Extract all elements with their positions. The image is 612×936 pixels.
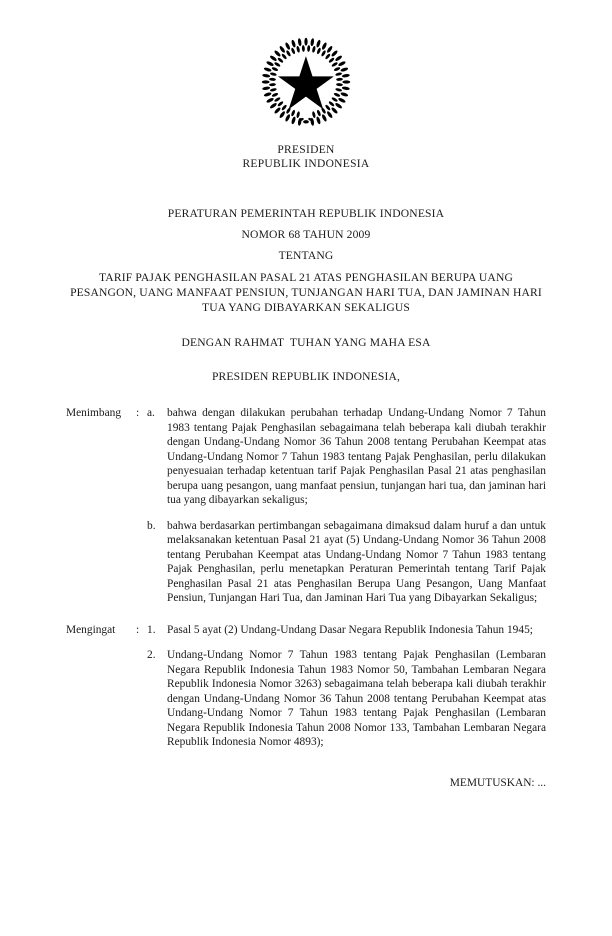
- emblem-block: [0, 0, 612, 135]
- document-title-block: [0, 203, 612, 315]
- president-heading: PRESIDEN REPUBLIK INDONESIA,: [211, 370, 401, 383]
- regulation-subject: TARIF PAJAK PENGHASILAN PASAL 21 ATAS PENGHASILAN BERUPA UANG PESANGON, UANG MANFAAT PENSIUN, TUNJANGAN HARI TUA, DAN JAMINAN HARI TUA YANG DIBAYARKAN SEKALIGUS: [70, 271, 542, 314]
- section-mengingat: [66, 623, 546, 750]
- emblem-caption: [0, 144, 612, 171]
- list-item-text: bahwa berdasarkan pertimbangan sebagaimana dimaksud dalam huruf a dan untuk melaksanakan ketentuan Pasal 21 ayat (5) Undang-Undang Nomor 36 Tahun 2008 tentang Perubahan Keempat atas Undang-Undang Nomor 7 Tahun 1983 tentang Pajak Penghasilan, perlu menetapkan Peraturan Pemerintah tentang Tarif Pajak Penghasilan Pasal 21 atas Penghasilan Berupa Uang Pesangon, Uang Manfaat Pensiun, Tunjangan Hari Tua, dan Jaminan Hari Tua yang Dibayarkan Sekaligus;: [167, 519, 546, 604]
- list-item-marker: 2.: [147, 649, 156, 661]
- clauses-container: [0, 406, 612, 750]
- list-item-text: Pasal 5 ayat (2) Undang-Undang Dasar Negara Republik Indonesia Tahun 1945;: [167, 623, 533, 636]
- indonesia-presidential-seal-icon: [258, 34, 354, 130]
- emblem-caption-line-1: PRESIDEN: [277, 144, 335, 156]
- regulation-type-line: PERATURAN PEMERINTAH REPUBLIK INDONESIA: [167, 207, 445, 220]
- section-colon-mengingat: :: [136, 623, 140, 636]
- list-item: [147, 623, 546, 638]
- list-item: [147, 648, 546, 750]
- list-item-text: Undang-Undang Nomor 7 Tahun 1983 tentang Pajak Penghasilan (Lembaran Negara Republik Indonesia Tahun 1983 Nomor 50, Tambahan Lembaran Negara Republik Indonesia Nomor 3263) sebagaimana telah beberapa kali diubah terakhir dengan Undang-Undang Nomor 36 Tahun 2008 tentang Perubahan Keempat atas Undang-Undang Nomor 7 Tahun 1983 tentang Pajak Penghasilan (Lembaran Negara Republik Indonesia Tahun 2008 Nomor 133, Tambahan Lembaran Negara Republik Indonesia Nomor 4893);: [167, 649, 546, 748]
- list-item-marker: 1.: [147, 623, 156, 636]
- emblem-caption-line-2: REPUBLIK INDONESIA: [242, 157, 370, 170]
- list-item: [147, 519, 546, 606]
- section-menimbang: [66, 406, 546, 606]
- section-items-mengingat: [147, 623, 546, 750]
- section-label-mengingat: Mengingat: [66, 623, 116, 636]
- section-colon-menimbang: :: [136, 407, 140, 419]
- continuation-note: MEMUTUSKAN: ...: [449, 776, 546, 789]
- list-item-marker: a.: [147, 407, 155, 419]
- list-item: [147, 406, 546, 508]
- list-item-marker: b.: [147, 519, 156, 532]
- divine-grace-line: DENGAN RAHMAT TUHAN YANG MAHA ESA: [181, 336, 431, 349]
- regulation-number-line: NOMOR 68 TAHUN 2009: [241, 228, 371, 241]
- list-item-text: bahwa dengan dilakukan perubahan terhadap Undang-Undang Nomor 7 Tahun 1983 tentang Pajak Penghasilan sebagaimana telah beberapa kali diubah terakhir dengan Undang-Undang Nomor 36 Tahun 2008 tentang Perubahan Keempat atas Undang-Undang Nomor 7 Tahun 1983 tentang Pajak Penghasilan, perlu dilakukan penyesuaian terhadap ketentuan tarif Pajak Penghasilan Pasal 21 atas penghasilan berupa uang pesangon, uang manfaat pensiun, tunjangan hari tua, dan jaminan hari tua yang dibayarkan sekaligus;: [167, 407, 546, 506]
- section-items-menimbang: [147, 406, 546, 606]
- section-label-menimbang: Menimbang: [66, 407, 122, 419]
- tentang-line: TENTANG: [278, 249, 334, 262]
